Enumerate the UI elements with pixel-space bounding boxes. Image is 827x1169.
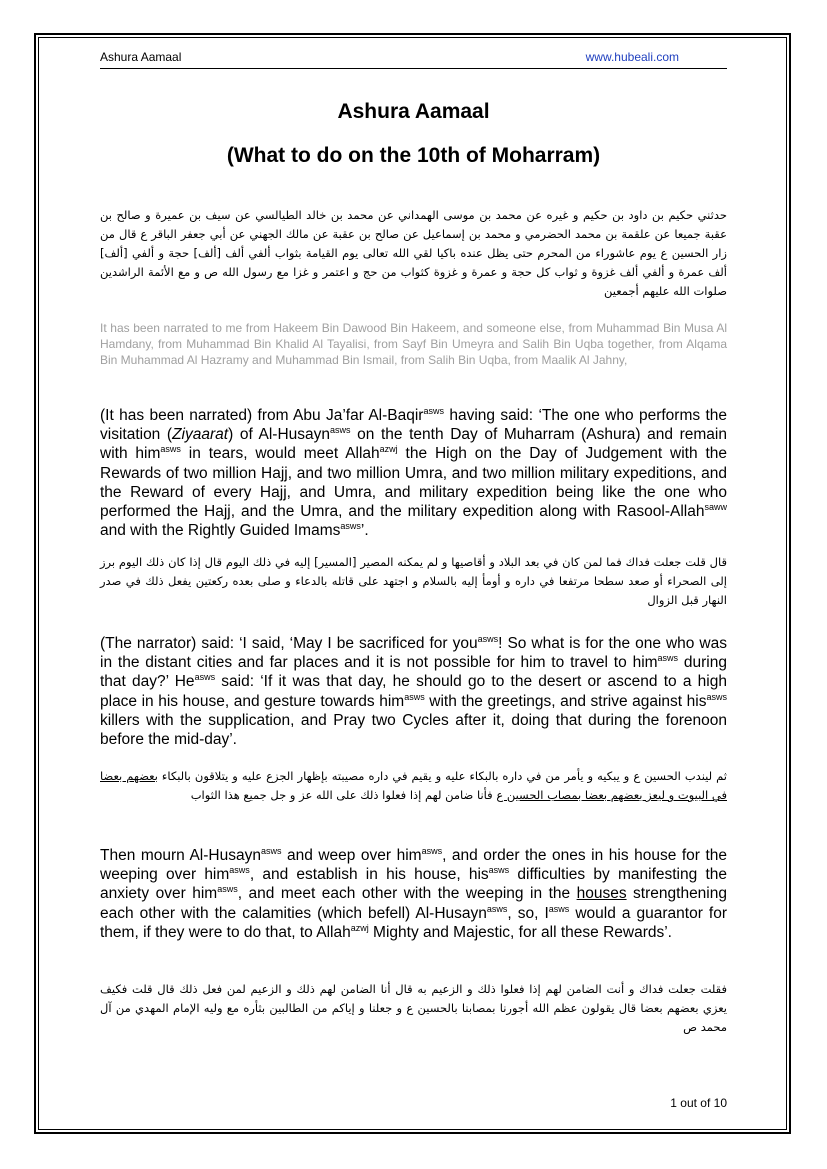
header-website-link[interactable]: www.hubeali.com	[585, 50, 679, 64]
arabic-paragraph-1: حدثني حكيم بن داود بن حكيم و غيره عن محمد بن موسى الهمداني عن محمد بن خالد الطيالسي عن سيف بن عميرة و صالح بن عقبة جميعا عن علقمة بن محمد الحضرمي و محمد بن إسماعيل عن صالح بن عقبة عن مالك الجهني عن أبي جعفر الباقر ع قال من زار الحسين ع يوم عاشوراء من المحرم حتى يظل عنده باكيا لقي الله تعالى يوم القيامة بثواب ألفي ألف [ألف] حجة و ألفي [ألف] ألف عمرة و ألفي ألف غزوة و ثواب كل حجة و عمرة و غزوة كثواب من حج و اعتمر و غزا مع رسول الله ص و مع الأئمة الراشدين صلوات الله عليهم أجمعين	[100, 208, 727, 298]
arabic-paragraph-4: فقلت جعلت فداك و أنت الضامن لهم إذا فعلوا ذلك و الزعيم به قال أنا الضامن لهم ذلك و الزعيم لمن فعل ذلك قال قلت فكيف يعزي بعضهم بعضا قال يقولون عظم الله أجورنا بمصابنا بالحسين ع و جعلنا و إياكم من الطالبين بثأره مع وليه الإمام المهدي من آل محمد ص	[100, 982, 727, 1034]
honorific-sup: asws	[477, 633, 499, 644]
honorific-sup: asws	[160, 444, 181, 455]
honorific-sup: asws	[217, 884, 238, 895]
honorific-sup: asws	[229, 865, 250, 876]
honorific-sup: asws	[260, 845, 282, 856]
honorific-sup: asws	[421, 845, 443, 856]
honorific-sup: asws	[706, 691, 727, 702]
honorific-sup: asws	[194, 672, 216, 683]
honorific-sup: asws	[404, 691, 425, 702]
honorific-sup: asws	[423, 405, 444, 416]
honorific-sup: asws	[340, 521, 361, 532]
arabic-underlined-phrase: بعضهم بعضا في البيوت و ليعز بعضهم بعضا بمصاب الحسين ع	[100, 769, 727, 802]
header-divider	[100, 68, 727, 69]
honorific-sup: asws	[488, 865, 510, 876]
honorific-sup: asws	[330, 425, 351, 436]
narration-chain: It has been narrated to me from Hakeem Bin Dawood Bin Hakeem, and someone else, from Muhammad Bin Musa Al Hamdany, from Muhammad Bin Khalid Al Tayalisi, from Sayf Bin Umeyra and Salih Bin Uqba together, from Alqama Bin Muhammad Al Hazramy and Muhammad Bin Ismail, from Salih Bin Uqba, from Maalik Al Jahny,	[100, 321, 727, 367]
english-paragraph-2: (The narrator) said: ‘I said, ‘May I be sacrificed for you$^{asws}$! So what is for the one who was in the distant cities and far places and it is not possible for him to travel to him$^{asws}$ during that day?’ $He^{asws}$ said: ‘If it was that day, he should go to the desert or ascend to a high place in his house, and gesture towards him$^{asws}$ with the greetings, and strive against his$^{asws}$ killers with the supplication, and Pray two Cycles after it, doing that during the forenoon before the mid-day’.	[100, 633, 727, 749]
honorific-sup: asws	[657, 653, 679, 664]
arabic-paragraph-3: ثم ليندب الحسين ع و يبكيه و يأمر من في داره بالبكاء عليه و يقيم في داره مصيبته بإظهار الجزع عليه و يتلاقون بالبكاء بعضهم بعضا في البيوت و ليعز بعضهم بعضا بمصاب الحسين ع فأنا ضامن لهم إذا فعلوا ذلك على الله عز و جل جميع هذا الثواب	[100, 769, 727, 802]
page-subtitle: (What to do on the 10th of Moharram)	[226, 144, 601, 167]
arabic-paragraph-2: قال قلت جعلت فداك فما لمن كان في بعد البلاد و أقاصيها و لم يمكنه المصير [المسير] إليه في ذلك اليوم قال إذا كان ذلك اليوم برز إلى الصحراء أو صعد سطحا مرتفعا في داره و أومأ إليه بالسلام و اجتهد على قاتله بالدعاء و صلى بعده ركعتين يفعل ذلك في صدر النهار قبل الزوال	[100, 555, 727, 607]
english-paragraph-1: (It has been narrated) from Abu Ja’far Al-Baqir$^{asws}$ having said: ‘The one who performs the visitation (Ziyaarat) of Al-Husayn$^{asws}$ on the tenth Day of Muharram (Ashura) and remain with him$^{asws}$ in tears, would meet Allah$^{azwj}$ the High on the Day of Judgement with the Rewards of two million Hajj, and two million Umra, and two million military expeditions, and the Reward of every Hajj, and Umra, and military expedition being like the one who performed the Hajj, and the Umra, and the military expedition along with Rasool-Allah$^{saww}$ and with the Rightly Guided Imams$^{asws}$’.	[100, 405, 727, 540]
honorific-sup: saww	[704, 501, 727, 512]
header-title: Ashura Aamaal	[100, 50, 182, 64]
page-title: Ashura Aamaal	[337, 100, 490, 123]
english-underlined-word: houses	[576, 885, 627, 903]
page-number: 1 out of 10	[670, 1096, 727, 1110]
honorific-sup: azwj	[350, 922, 369, 933]
honorific-sup: azwj	[379, 444, 398, 455]
honorific-sup: asws	[548, 903, 570, 914]
english-paragraph-3: Then mourn Al-Husayn$^{asws}$ and weep over him$^{asws}$, and order the ones in his house for the weeping over him$^{asws}$, and establish in his house, his$^{asws}$ difficulties by manifesting the anxiety over him$^{asws}$, and meet each other with the weeping in the houses strengthening each other with the calamities (which befell) Al-Husayn$^{asws}$, so, $I^{asws}$ would a guarantor for them, if they were to do that, to Allah$^{azwj}$ Mighty and Majestic, for all these Rewards’.	[100, 845, 727, 941]
honorific-sup: asws	[486, 903, 508, 914]
